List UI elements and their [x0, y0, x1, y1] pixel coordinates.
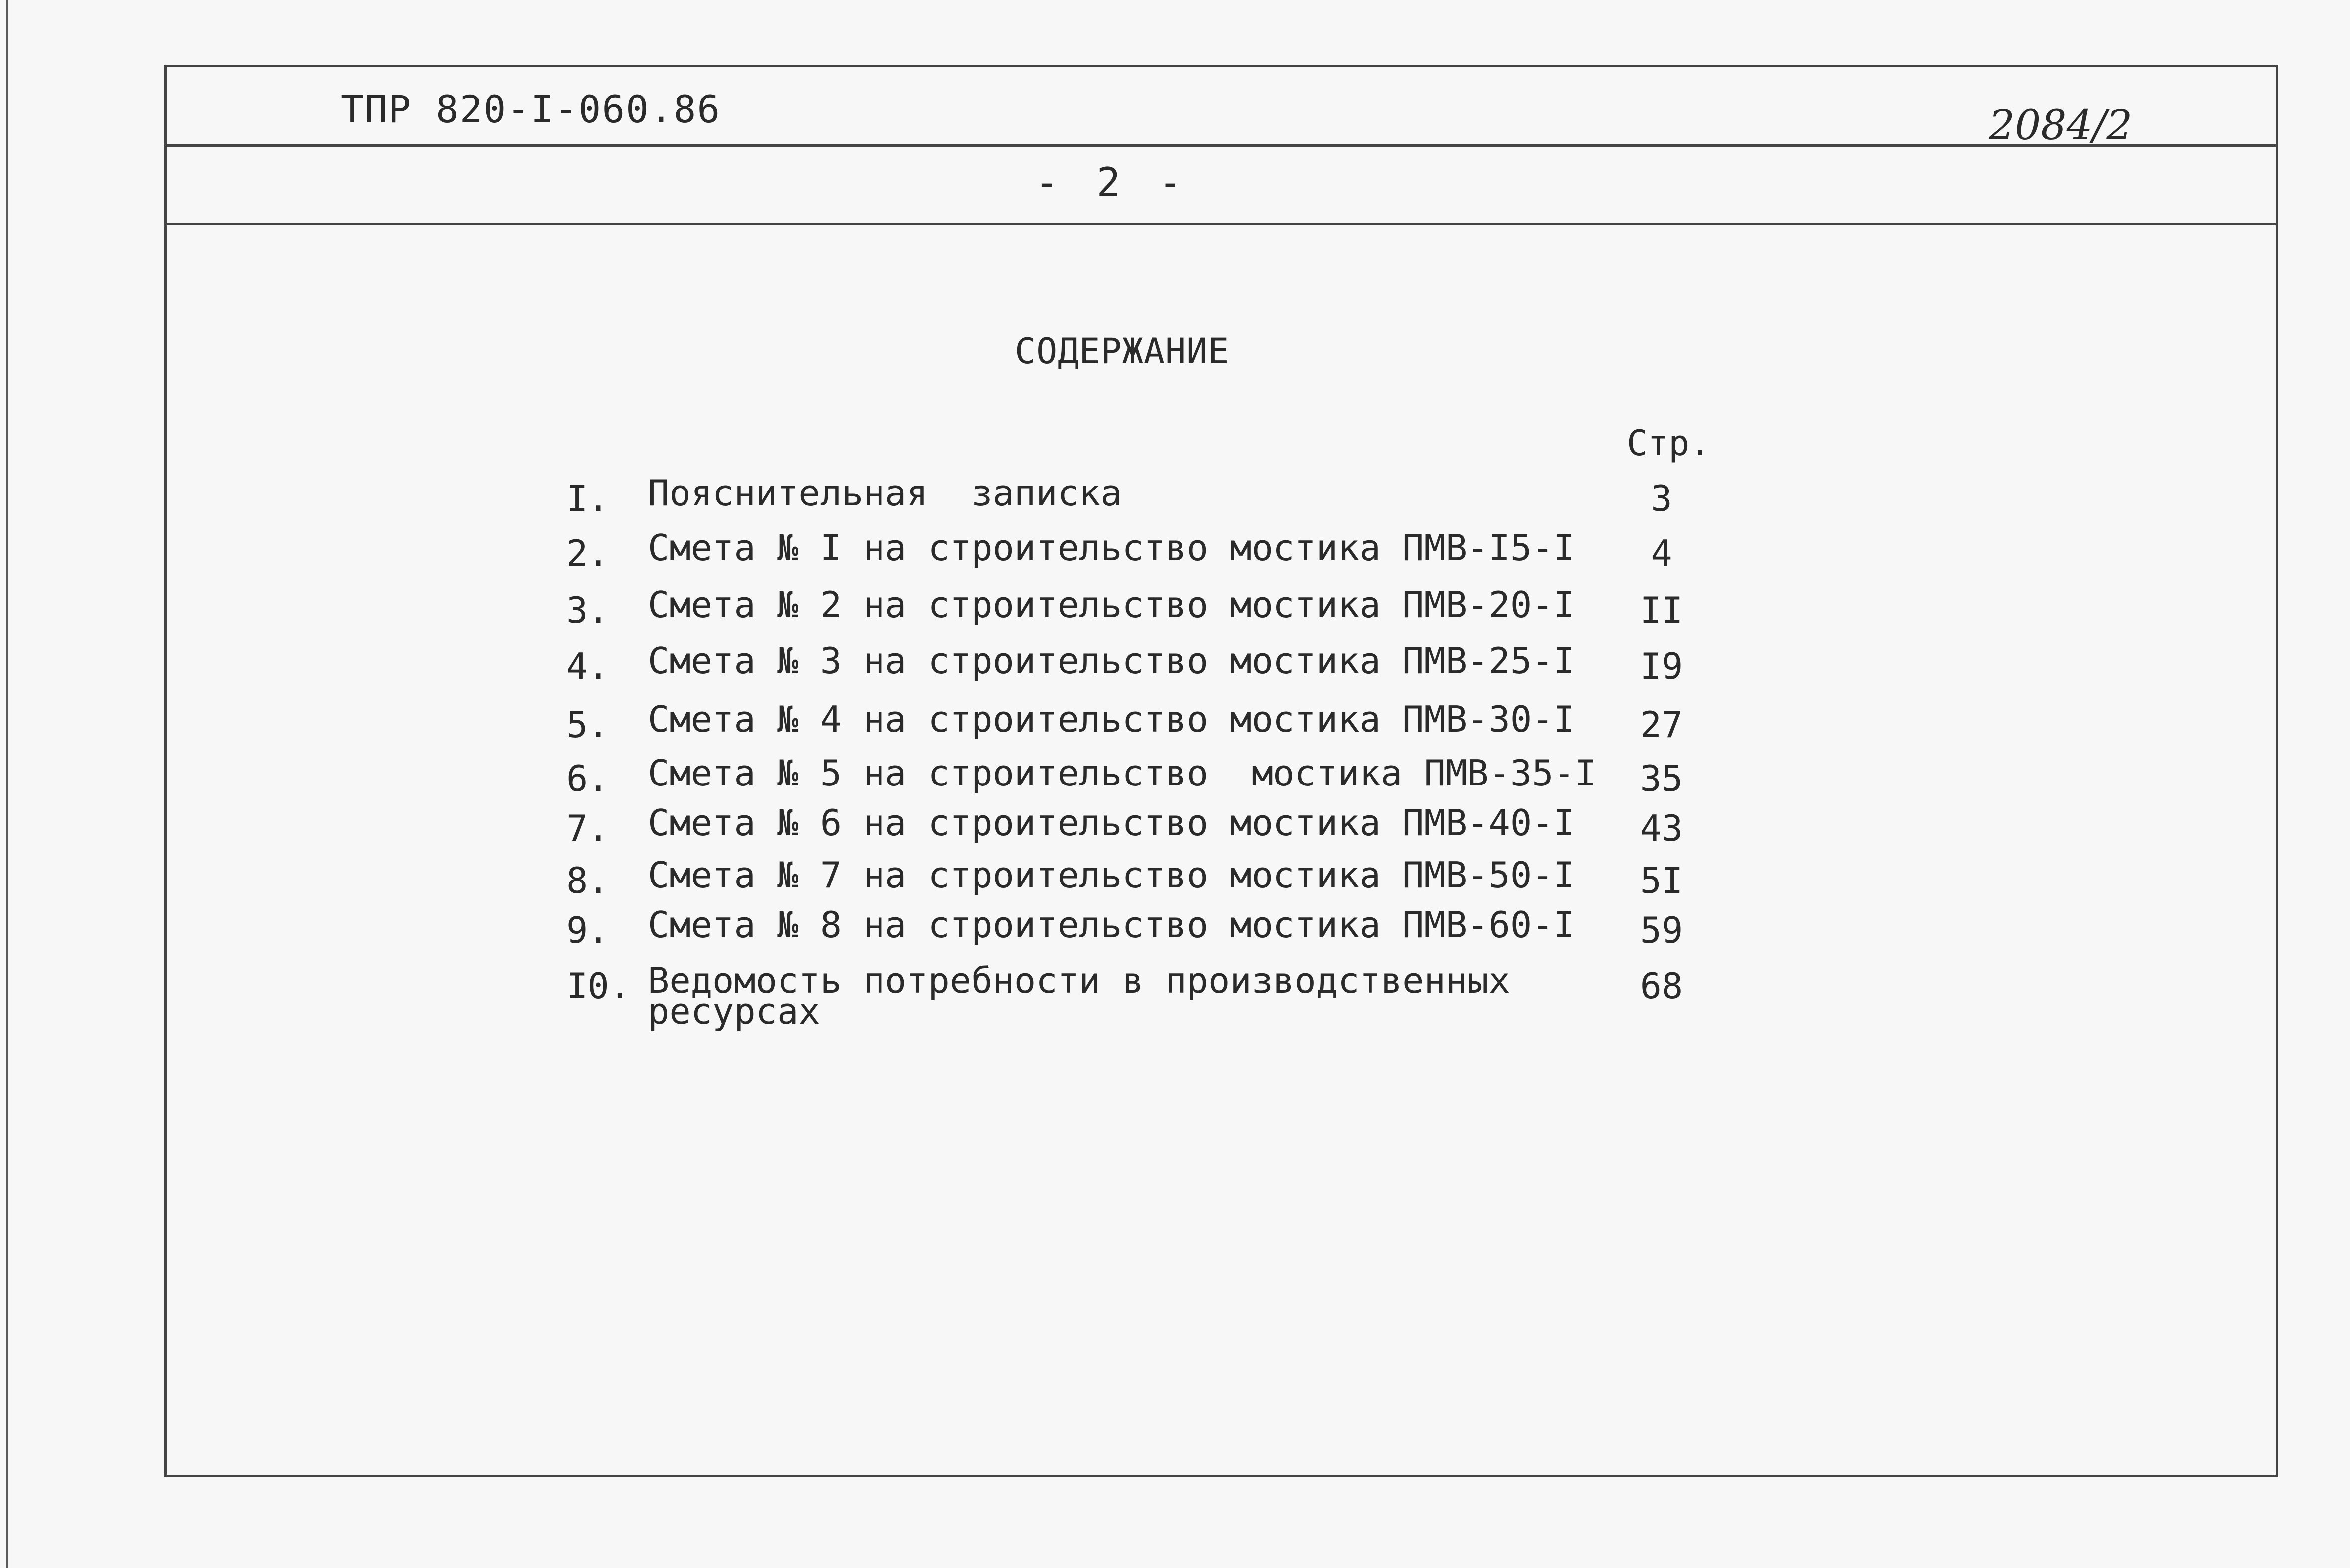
toc-item-text: Смета № 2 на строительство мостика ПМВ-20-I — [648, 584, 1575, 626]
page-number-divider — [164, 223, 2278, 225]
toc-item-text: Смета № 4 на строительство мостика ПМВ-30-I — [648, 698, 1575, 740]
toc-item-text: Смета № 7 на строительство мостика ПМВ-50-I — [648, 854, 1575, 896]
header-divider — [164, 144, 2278, 147]
toc-item-number: 8. — [566, 860, 609, 901]
toc-item-text: Смета № 3 на строительство мостика ПМВ-25-I — [648, 640, 1575, 682]
toc-item-text: Смета № 6 на строительство мостика ПМВ-40-I — [648, 802, 1575, 844]
toc-item-page: II — [1640, 589, 1683, 631]
toc-item-number: I. — [566, 478, 609, 519]
toc-item-page: 5I — [1640, 860, 1683, 901]
toc-item-number: 3. — [566, 589, 609, 631]
toc-item-page: I9 — [1640, 645, 1683, 687]
page-number: - 2 - — [1035, 159, 1189, 205]
toc-item — [0, 640, 2350, 705]
toc-item-number: 7. — [566, 807, 609, 849]
toc-item-text: Ведомость потребности в производственных ресурсах — [648, 960, 1510, 1032]
toc-item — [0, 527, 2350, 592]
toc-item-text: Пояснительная записка — [648, 472, 1122, 514]
toc-item-number: 9. — [566, 909, 609, 951]
toc-item-text: Смета № 5 на строительство мостика ПМВ-35-I — [648, 752, 1597, 794]
toc-item-text: Смета № I на строительство мостика ПМВ-I5-I — [648, 527, 1575, 569]
toc-item-page: 43 — [1640, 807, 1683, 849]
toc-item-page: 27 — [1640, 704, 1683, 746]
toc-item — [0, 960, 2350, 1040]
toc-item-number: 4. — [566, 645, 609, 687]
toc-item-page: 35 — [1640, 758, 1683, 799]
toc-title: СОДЕРЖАНИЕ — [1015, 331, 1230, 372]
toc-item-page: 3 — [1651, 478, 1672, 519]
toc-item-number: 6. — [566, 758, 609, 799]
toc-item-text: Смета № 8 на строительство мостика ПМВ-60-I — [648, 904, 1575, 946]
page-column-header: Стр. — [1627, 423, 1711, 464]
document-code: ТПР 820-I-060.86 — [341, 87, 721, 131]
toc-item-number: 2. — [566, 532, 609, 574]
toc-item-page: 4 — [1651, 532, 1672, 574]
toc-item-page: 68 — [1640, 965, 1683, 1007]
handwritten-sheet-number: 2084/2 — [1989, 102, 2133, 149]
toc-item-number: 5. — [566, 704, 609, 746]
toc-item-page: 59 — [1640, 909, 1683, 951]
toc-item-number: I0. — [566, 965, 631, 1007]
